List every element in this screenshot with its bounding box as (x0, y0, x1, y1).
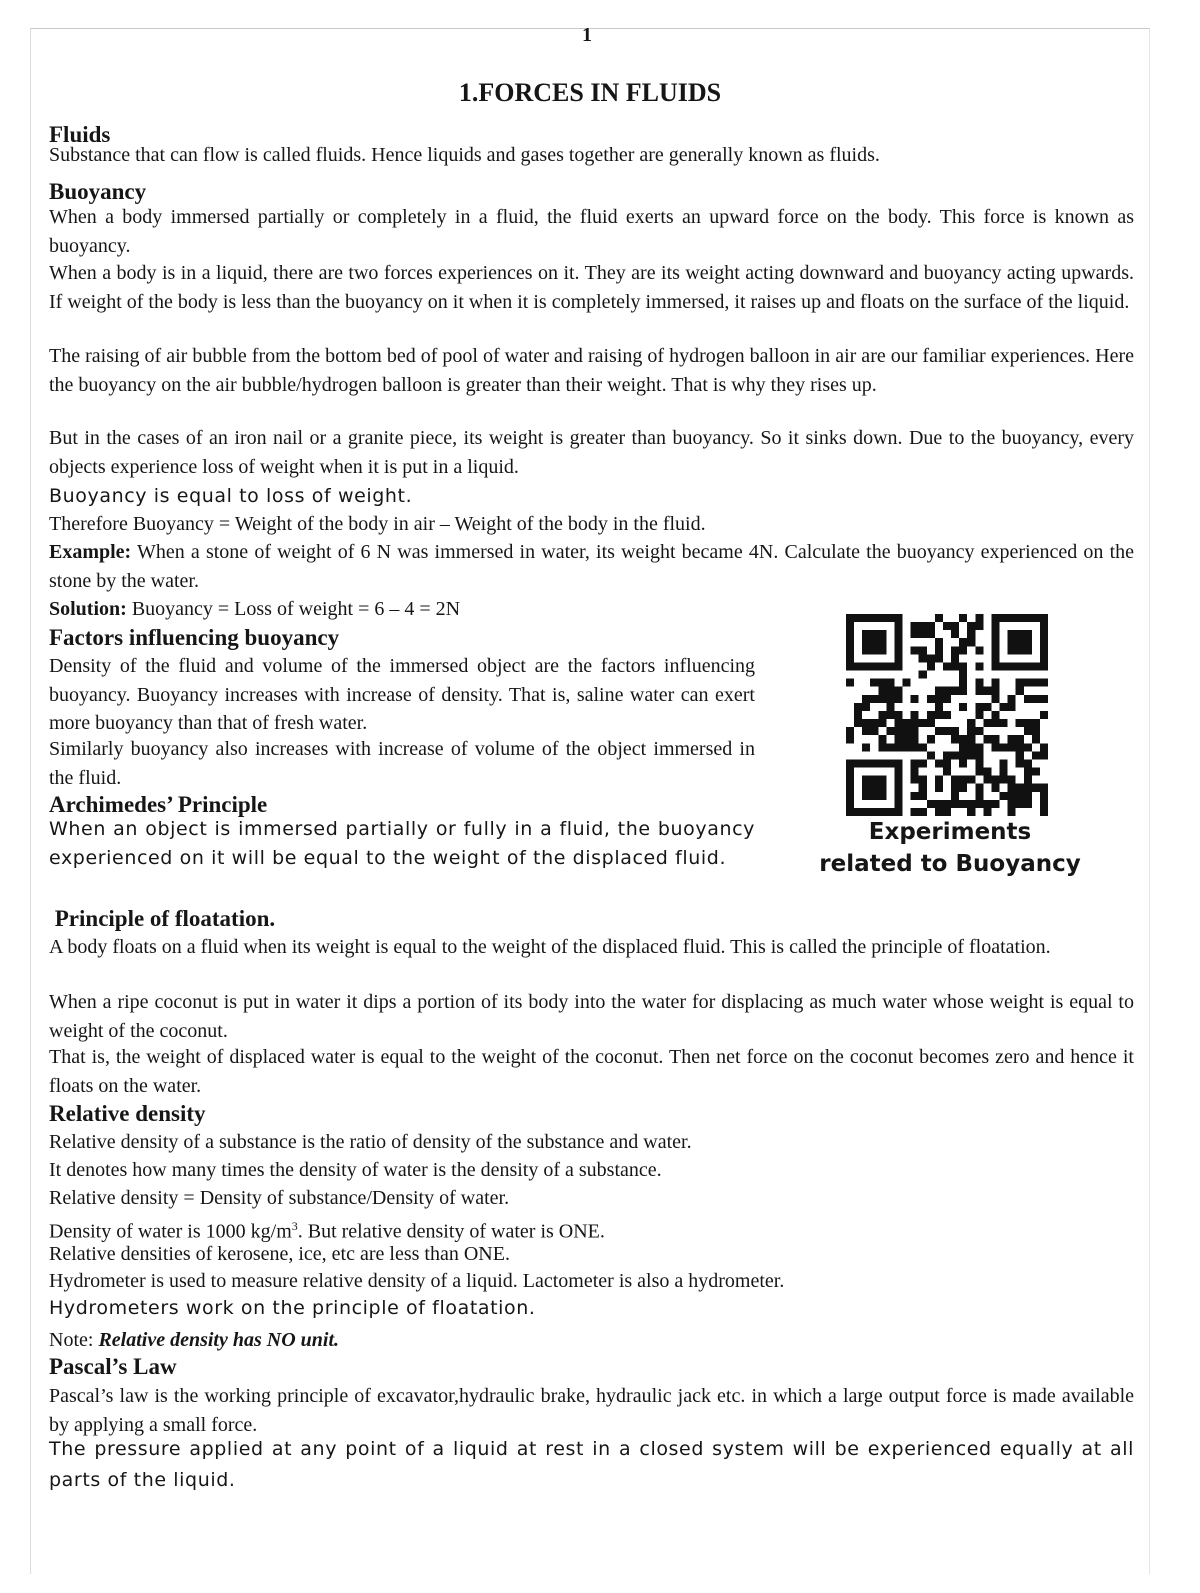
relative-density-line-5: Relative densities of kerosene, ice, etc are less than ONE. (49, 1243, 510, 1265)
pascal-handwritten-statement: The pressure applied at any point of a liquid at rest in a closed system will be experienced equally at all parts of the liquid. (49, 1438, 1134, 1491)
relative-density-line-2: It denotes how many times the density of water is the density of a substance. (49, 1159, 662, 1181)
buoyancy-paragraph-2: When a body is in a liquid, there are two forces experiences on it. They are its weight acting downward and buoyancy acting upwards. If weight of the body is less than the buoyancy on it when it is completely immersed, it raises up and floats on the surface of the liquid. (49, 262, 1134, 313)
qr-caption-line-1: Experiments (868, 819, 1032, 845)
note-label: Note: (49, 1329, 99, 1351)
heading-principle-of-floatation: Principle of floatation. (49, 906, 276, 931)
buoyancy-paragraph-1: When a body immersed partially or completely in a fluid, the fluid exerts an upward force on the body. This force is known as buoyancy. (49, 206, 1134, 257)
buoyancy-example (49, 538, 1134, 595)
factors-paragraph-1: Density of the fluid and volume of the immersed object are the factors influencing buoyancy. Buoyancy increases with increase of density. That is, saline water can exert more buoyancy than that of fresh water. (49, 655, 755, 734)
buoyancy-paragraph-4: But in the cases of an iron nail or a granite piece, its weight is greater than buoyancy. So it sinks down. Due to the buoyancy, every objects experience loss of weight when it is put in a liquid. (49, 427, 1134, 478)
density-of-water-text: Density of water is 1000 kg/m (49, 1220, 292, 1243)
example-label: Example: (49, 541, 132, 563)
heading-buoyancy: Buoyancy (49, 179, 147, 204)
note-text: Relative density has NO unit. (98, 1329, 340, 1351)
qr-code-image[interactable] (846, 614, 1048, 816)
solution-text: Buoyancy = Loss of weight = 6 – 4 = 2N (126, 598, 461, 620)
density-of-water-text-end: . But relative density of water is ONE. (297, 1220, 605, 1243)
qr-caption (790, 816, 1110, 880)
pascal-paragraph-1: Pascal’s law is the working principle of excavator,hydraulic brake, hydraulic jack etc. in which a large output force is made available by applying a small force. (49, 1385, 1134, 1436)
heading-relative-density: Relative density (49, 1101, 206, 1126)
buoyancy-handwritten-statement: Buoyancy is equal to loss of weight. (49, 485, 413, 507)
fluids-definition: Substance that can flow is called fluids. Hence liquids and gases together are generally known as fluids. (49, 144, 880, 166)
relative-density-line-1: Relative density of a substance is the ratio of density of the substance and water. (49, 1131, 692, 1153)
solution-label: Solution: (49, 598, 127, 620)
relative-density-line-3: Relative density = Density of substance/Density of water. (49, 1187, 510, 1209)
relative-density-note (49, 1326, 339, 1355)
floatation-paragraph-3: That is, the weight of displaced water is equal to the weight of the coconut. Then net force on the coconut becomes zero and hence it floats on the water. (49, 1046, 1134, 1097)
buoyancy-paragraph-3: The raising of air bubble from the bottom bed of pool of water and raising of hydrogen balloon in air are our familiar experiences. Here the buoyancy on the air bubble/hydrogen balloon is greater than their weight. That is why they rises up. (49, 345, 1134, 396)
heading-archimedes-principle: Archimedes’ Principle (49, 792, 268, 817)
relative-density-line-6: Hydrometer is used to measure relative density of a liquid. Lactometer is also a hydrometer. (49, 1270, 785, 1292)
relative-density-handwritten-line: Hydrometers work on the principle of floatation. (49, 1297, 536, 1319)
example-text: When a stone of weight of 6 N was immersed in water, its weight became 4N. Calculate the buoyancy experienced on the stone by the water. (49, 541, 1134, 592)
heading-fluids: Fluids (49, 122, 111, 147)
page-number: 1 (582, 24, 592, 46)
floatation-paragraph-2: When a ripe coconut is put in water it dips a portion of its body into the water for displacing as much water whose weight is equal to weight of the coconut. (49, 991, 1134, 1042)
qr-caption-line-2: related to Buoyancy (819, 851, 1081, 877)
archimedes-statement: When an object is immersed partially or fully in a fluid, the buoyancy experienced on it will be equal to the weight of the displaced fluid. (49, 818, 755, 869)
buoyancy-formula: Therefore Buoyancy = Weight of the body in air – Weight of the body in the fluid. (49, 513, 706, 535)
chapter-title: 1.FORCES IN FLUIDS (458, 78, 722, 107)
heading-pascals-law: Pascal’s Law (49, 1354, 177, 1379)
heading-factors-influencing-buoyancy: Factors influencing buoyancy (49, 625, 340, 650)
floatation-paragraph-1: A body floats on a fluid when its weight is equal to the weight of the displaced fluid. This is called the principle of floatation. (49, 936, 1051, 958)
factors-paragraph-2: Similarly buoyancy also increases with increase of volume of the object immersed in the fluid. (49, 738, 755, 789)
superscript-3: 3 (291, 1219, 298, 1233)
